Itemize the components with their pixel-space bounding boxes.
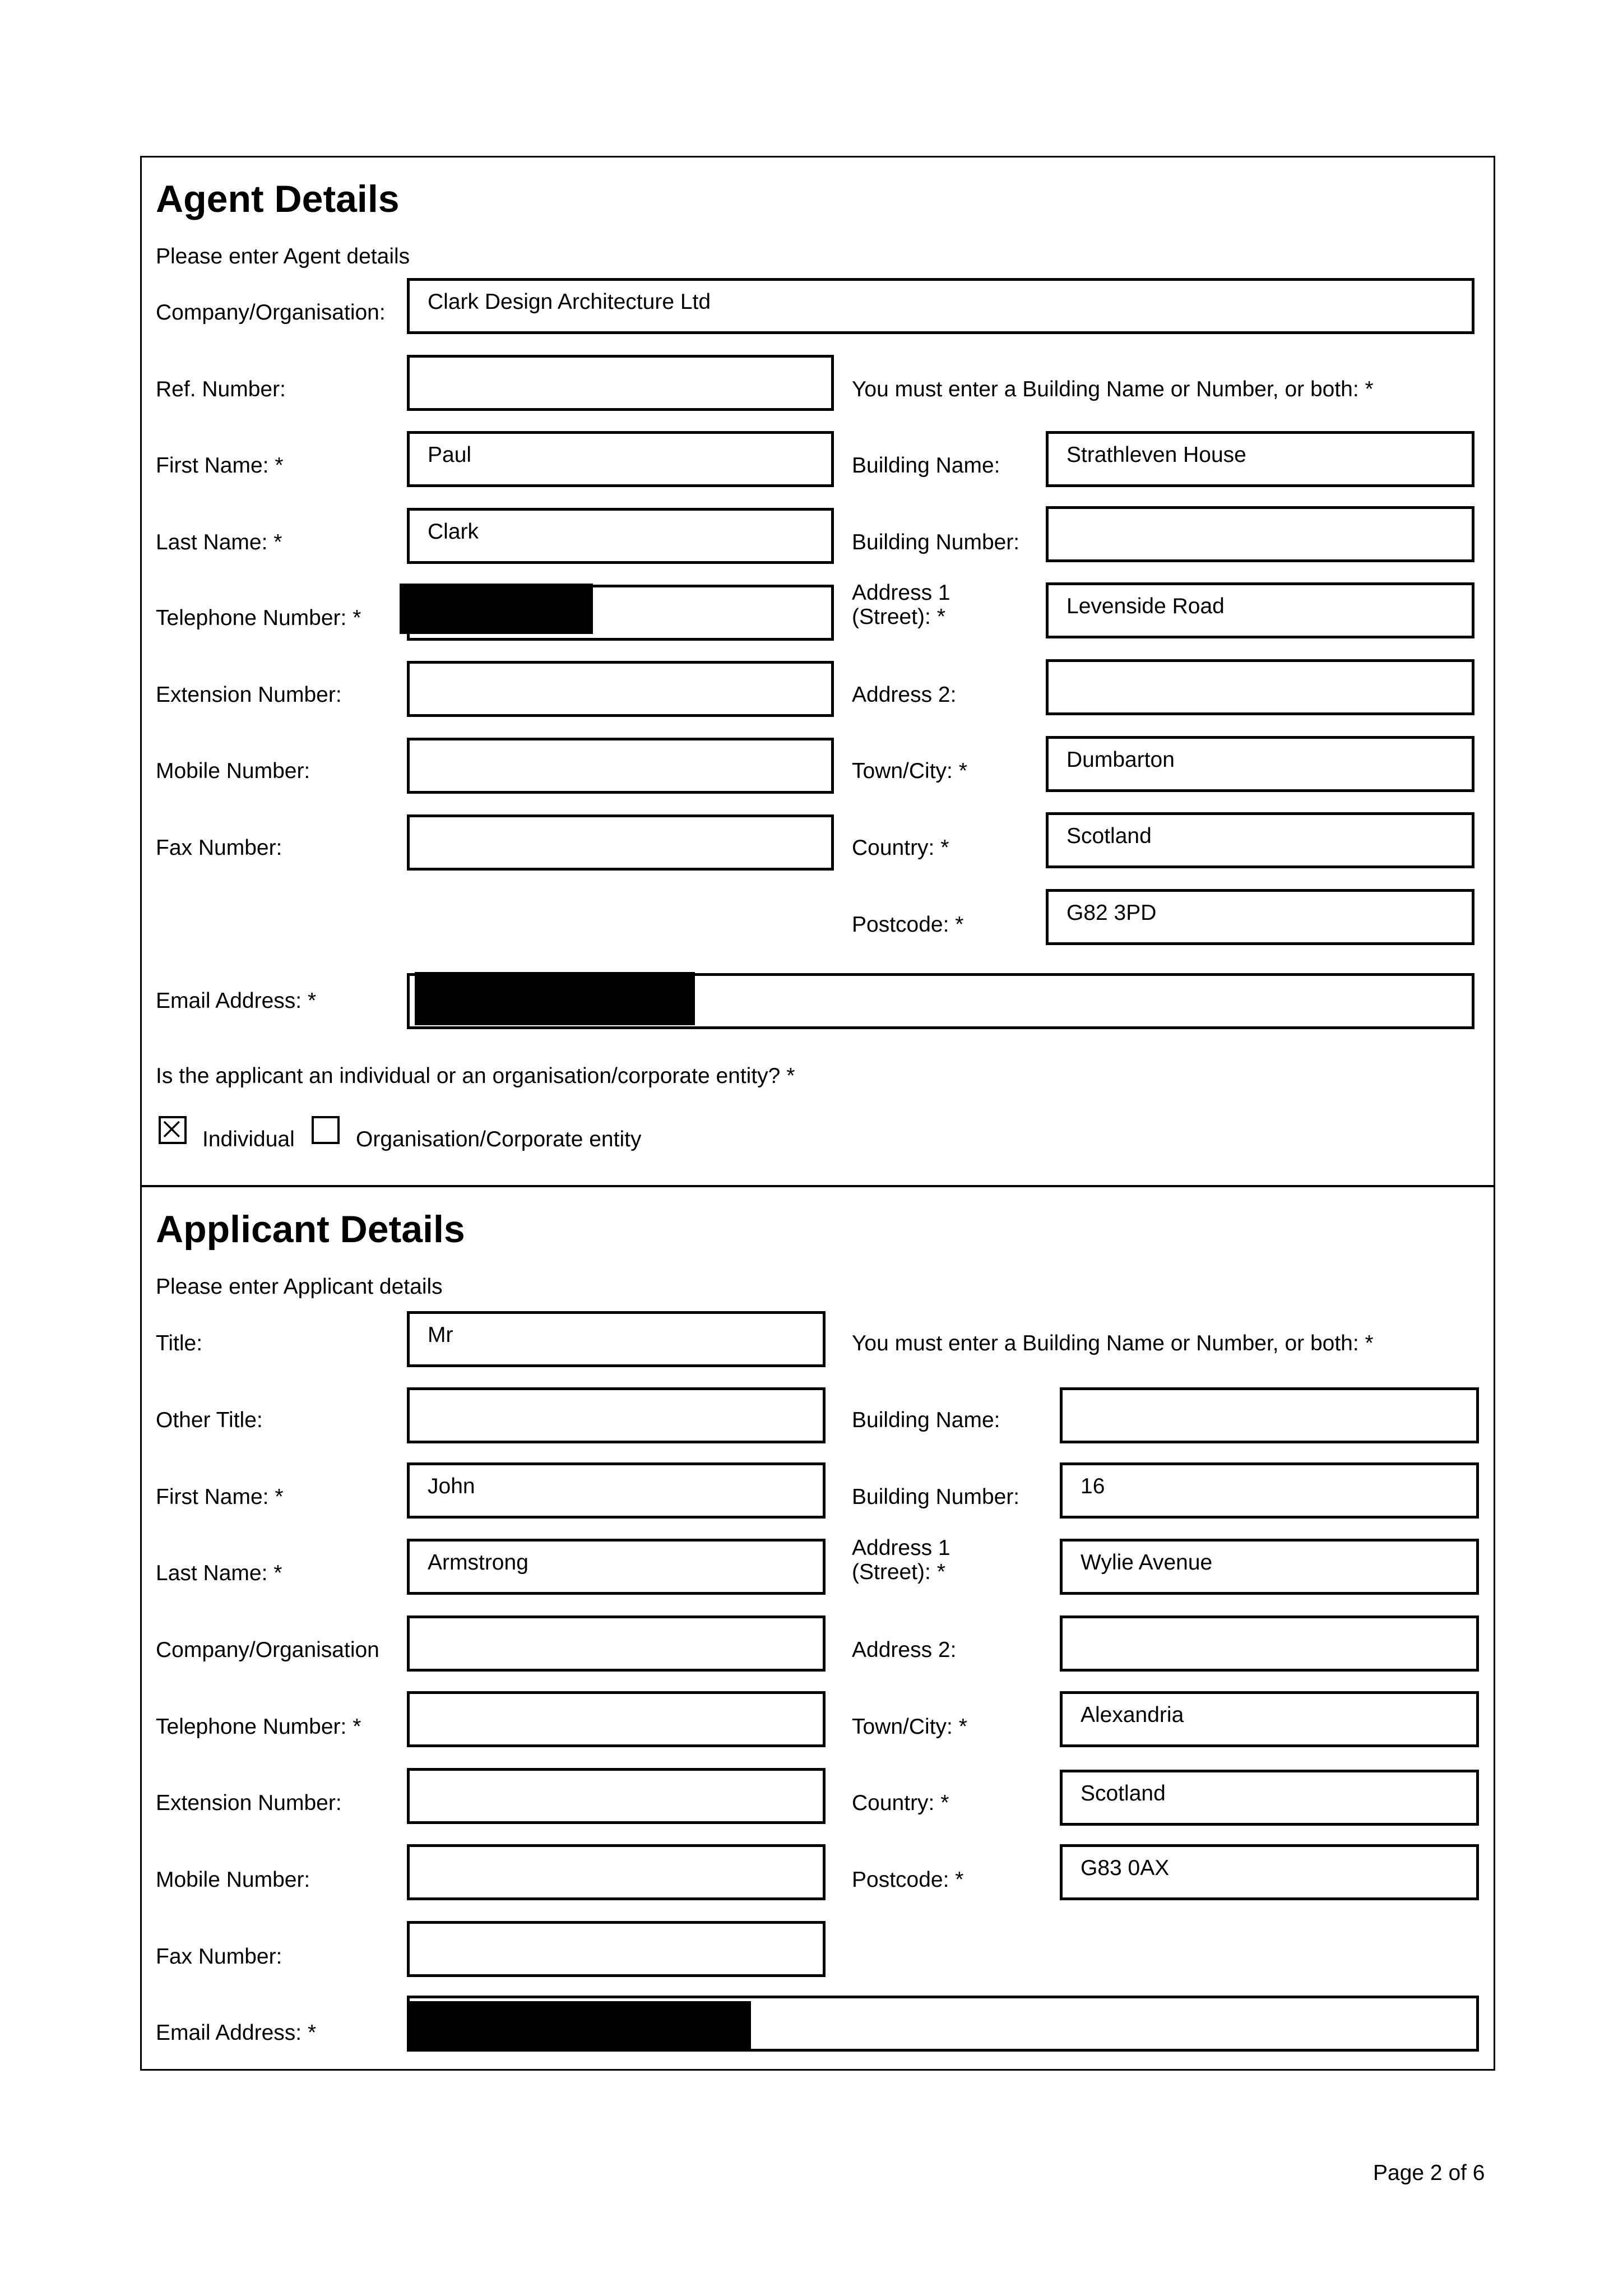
individual-checkbox[interactable] [159, 1116, 187, 1144]
agent-town-field[interactable]: Dumbarton [1046, 736, 1474, 792]
agent-address1-label-line1: Address 1 [852, 581, 950, 605]
applicant-town-label: Town/City: * [852, 1715, 967, 1739]
agent-details-section [140, 156, 1495, 1187]
agent-postcode-label: Postcode: * [852, 913, 964, 937]
checkbox-cross-icon [161, 1118, 184, 1142]
telephone-redaction [400, 584, 593, 634]
applicant-address1-label-line1: Address 1 [852, 1536, 950, 1560]
applicant-intro: Please enter Applicant details [156, 1275, 443, 1299]
applicant-other-title-label: Other Title: [156, 1408, 263, 1432]
agent-postcode-field[interactable]: G82 3PD [1046, 889, 1474, 945]
agent-building-number-field[interactable] [1046, 506, 1474, 562]
applicant-address2-label: Address 2: [852, 1638, 957, 1662]
applicant-company-field[interactable] [407, 1615, 826, 1672]
applicant-other-title-field[interactable] [407, 1387, 826, 1443]
agent-address1-field[interactable]: Levenside Road [1046, 582, 1474, 638]
applicant-telephone-label: Telephone Number: * [156, 1715, 361, 1739]
applicant-details-section [140, 1185, 1495, 2071]
applicant-fax-field[interactable] [407, 1921, 826, 1977]
applicant-last-name-label: Last Name: * [156, 1561, 282, 1585]
organisation-checkbox[interactable] [312, 1116, 340, 1144]
agent-last-name-field[interactable]: Clark [407, 508, 834, 564]
applicant-mobile-field[interactable] [407, 1844, 826, 1900]
applicant-company-label: Company/Organisation [156, 1638, 379, 1662]
agent-last-name-label: Last Name: * [156, 530, 282, 554]
applicant-last-name-field[interactable]: Armstrong [407, 1539, 826, 1595]
applicant-title-field[interactable]: Mr [407, 1311, 826, 1367]
applicant-building-note: You must enter a Building Name or Number, or both: * [852, 1331, 1374, 1355]
agent-mobile-label: Mobile Number: [156, 759, 310, 783]
agent-company-label: Company/Organisation: [156, 300, 386, 325]
applicant-fax-label: Fax Number: [156, 1945, 282, 1969]
applicant-first-name-label: First Name: * [156, 1485, 284, 1509]
individual-option-label: Individual [202, 1127, 295, 1151]
applicant-building-number-label: Building Number: [852, 1485, 1020, 1509]
agent-building-name-label: Building Name: [852, 453, 1000, 478]
applicant-telephone-field[interactable] [407, 1691, 826, 1747]
agent-building-number-label: Building Number: [852, 530, 1020, 554]
agent-email-label: Email Address: * [156, 989, 317, 1013]
applicant-building-number-field[interactable]: 16 [1060, 1462, 1479, 1519]
agent-intro: Please enter Agent details [156, 244, 410, 269]
agent-ref-number-field[interactable] [407, 355, 834, 411]
page-number: Page 2 of 6 [1373, 2161, 1485, 2185]
applicant-town-field[interactable]: Alexandria [1060, 1691, 1479, 1747]
applicant-postcode-field[interactable]: G83 0AX [1060, 1844, 1479, 1900]
applicant-address1-field[interactable]: Wylie Avenue [1060, 1539, 1479, 1595]
agent-building-note: You must enter a Building Name or Number, or both: * [852, 377, 1374, 401]
agent-town-label: Town/City: * [852, 759, 967, 783]
applicant-building-name-label: Building Name: [852, 1408, 1000, 1432]
applicant-extension-label: Extension Number: [156, 1791, 342, 1815]
agent-extension-field[interactable] [407, 661, 834, 717]
applicant-extension-field[interactable] [407, 1768, 826, 1824]
applicant-mobile-label: Mobile Number: [156, 1868, 310, 1892]
agent-fax-label: Fax Number: [156, 836, 282, 860]
agent-fax-field[interactable] [407, 814, 834, 871]
applicant-country-field[interactable]: Scotland [1060, 1770, 1479, 1826]
agent-telephone-label: Telephone Number: * [156, 606, 361, 630]
agent-extension-label: Extension Number: [156, 683, 342, 707]
agent-company-field[interactable]: Clark Design Architecture Ltd [407, 278, 1474, 334]
email-redaction [415, 972, 695, 1025]
agent-first-name-field[interactable]: Paul [407, 431, 834, 487]
agent-country-field[interactable]: Scotland [1046, 812, 1474, 868]
applicant-first-name-field[interactable]: John [407, 1462, 826, 1519]
agent-address2-label: Address 2: [852, 683, 957, 707]
agent-country-label: Country: * [852, 836, 949, 860]
agent-address1-label-line2: (Street): * [852, 605, 945, 629]
applicant-postcode-label: Postcode: * [852, 1868, 964, 1892]
agent-building-name-field[interactable]: Strathleven House [1046, 431, 1474, 487]
applicant-address2-field[interactable] [1060, 1615, 1479, 1672]
applicant-email-label: Email Address: * [156, 2021, 317, 2045]
applicant-email-redaction [408, 2001, 751, 2052]
agent-heading: Agent Details [156, 178, 400, 220]
applicant-country-label: Country: * [852, 1791, 949, 1815]
applicant-title-label: Title: [156, 1331, 203, 1355]
agent-mobile-field[interactable] [407, 738, 834, 794]
applicant-address1-label-line2: (Street): * [852, 1560, 945, 1584]
applicant-heading: Applicant Details [156, 1208, 465, 1251]
applicant-type-question: Is the applicant an individual or an organisation/corporate entity? * [156, 1064, 795, 1088]
organisation-option-label: Organisation/Corporate entity [356, 1127, 642, 1151]
applicant-building-name-field[interactable] [1060, 1387, 1479, 1443]
agent-ref-number-label: Ref. Number: [156, 377, 286, 401]
agent-first-name-label: First Name: * [156, 453, 284, 478]
agent-address2-field[interactable] [1046, 659, 1474, 715]
